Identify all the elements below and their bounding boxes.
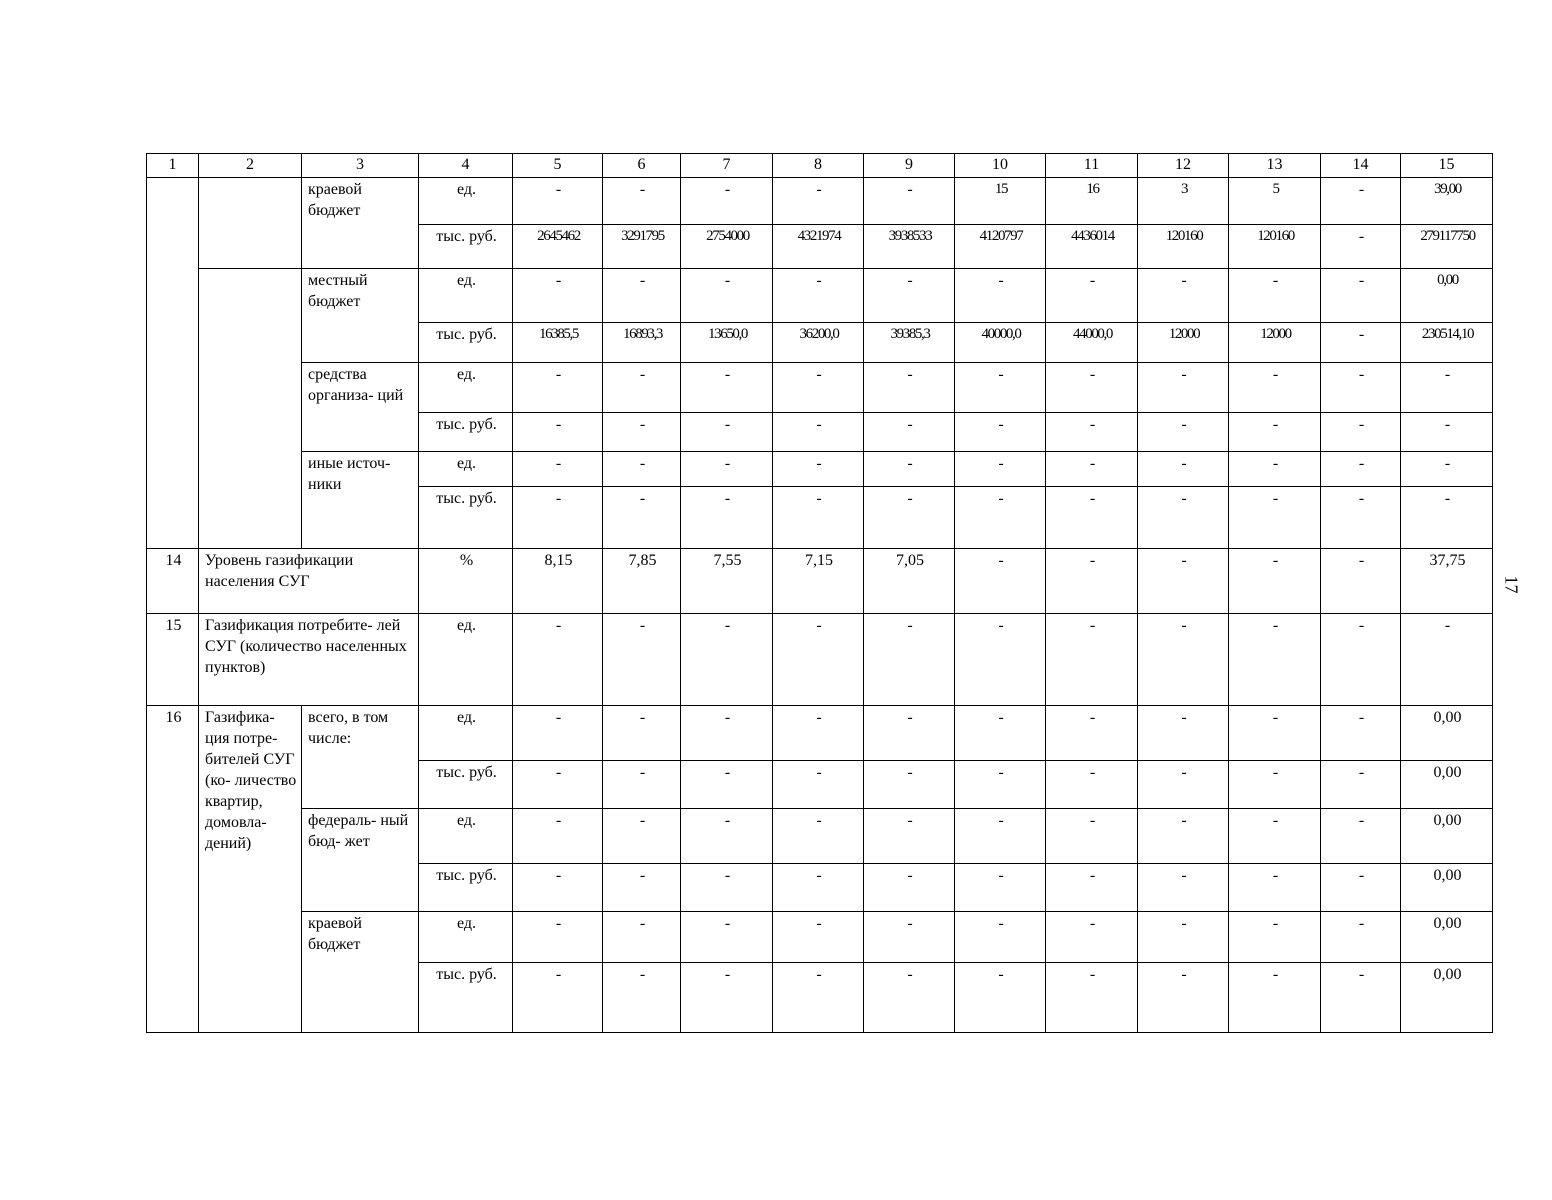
value-cell: - — [1321, 413, 1401, 452]
total-cell: 0,00 — [1401, 963, 1493, 1033]
col-number: 13 — [1229, 154, 1321, 178]
value-cell: 7,85 — [603, 549, 681, 614]
value-cell: - — [1229, 413, 1321, 452]
value-cell: - — [1321, 912, 1401, 963]
value-cell: - — [1138, 761, 1229, 809]
value-cell: 8,15 — [513, 549, 603, 614]
col-number: 9 — [864, 154, 955, 178]
value-cell: 36200,0 — [773, 323, 864, 363]
value-cell: - — [1229, 452, 1321, 487]
value-cell: - — [513, 761, 603, 809]
value-cell: - — [773, 614, 864, 706]
value-cell: 3291795 — [603, 225, 681, 269]
total-cell: 0,00 — [1401, 761, 1493, 809]
col-number: 15 — [1401, 154, 1493, 178]
value-cell: - — [1321, 809, 1401, 864]
value-cell: 15 — [955, 178, 1046, 225]
value-cell: 7,15 — [773, 549, 864, 614]
value-cell: - — [955, 363, 1046, 413]
value-cell: - — [1138, 864, 1229, 912]
value-cell: - — [773, 487, 864, 549]
value-cell: - — [1321, 614, 1401, 706]
total-cell: 39,00 — [1401, 178, 1493, 225]
unit-cell: ед. — [419, 452, 513, 487]
unit-cell: тыс. руб. — [419, 323, 513, 363]
value-cell: 4120797 — [955, 225, 1046, 269]
value-cell: - — [1046, 614, 1138, 706]
value-cell: - — [1138, 912, 1229, 963]
value-cell: - — [681, 706, 773, 761]
value-cell: - — [513, 363, 603, 413]
total-cell: 0,00 — [1401, 706, 1493, 761]
value-cell: - — [773, 963, 864, 1033]
table-row — [147, 706, 1493, 761]
value-cell: - — [1229, 363, 1321, 413]
unit-cell: тыс. руб. — [419, 963, 513, 1033]
value-cell: 3938533 — [864, 225, 955, 269]
value-cell: 39385,3 — [864, 323, 955, 363]
col-number: 1 — [147, 154, 199, 178]
value-cell: - — [681, 809, 773, 864]
total-cell: - — [1401, 413, 1493, 452]
page-number: 17 — [1501, 575, 1522, 594]
unit-cell: тыс. руб. — [419, 864, 513, 912]
value-cell: - — [603, 809, 681, 864]
value-cell: - — [864, 413, 955, 452]
col-number: 2 — [199, 154, 302, 178]
value-cell: - — [1046, 549, 1138, 614]
value-cell: - — [864, 178, 955, 225]
value-cell: - — [603, 706, 681, 761]
unit-cell: тыс. руб. — [419, 413, 513, 452]
unit-cell: ед. — [419, 809, 513, 864]
row-label: Газифика- ция потре- бителей СУГ (ко- личество квартир, домовла- дений) — [199, 706, 302, 1033]
value-cell: - — [955, 963, 1046, 1033]
value-cell: - — [1321, 706, 1401, 761]
value-cell: - — [1138, 487, 1229, 549]
value-cell: - — [864, 269, 955, 323]
value-cell: - — [603, 912, 681, 963]
empty-cell — [199, 178, 302, 269]
total-cell: 279117750 — [1401, 225, 1493, 269]
value-cell: - — [1321, 549, 1401, 614]
value-cell: - — [681, 413, 773, 452]
value-cell: - — [513, 487, 603, 549]
value-cell: 13650,0 — [681, 323, 773, 363]
value-cell: - — [603, 963, 681, 1033]
value-cell: - — [1046, 452, 1138, 487]
value-cell: - — [513, 452, 603, 487]
table-row — [147, 452, 1493, 487]
table-row — [147, 178, 1493, 225]
value-cell: - — [681, 912, 773, 963]
source-label: всего, в том числе: — [302, 706, 419, 809]
unit-cell: ед. — [419, 912, 513, 963]
value-cell: - — [681, 761, 773, 809]
value-cell: - — [681, 178, 773, 225]
value-cell: - — [955, 706, 1046, 761]
table-row — [147, 809, 1493, 864]
value-cell: - — [1046, 761, 1138, 809]
value-cell: - — [603, 614, 681, 706]
value-cell: - — [864, 614, 955, 706]
table-row — [147, 912, 1493, 963]
total-cell: 0,00 — [1401, 864, 1493, 912]
value-cell: - — [1321, 864, 1401, 912]
value-cell: 16 — [1046, 178, 1138, 225]
value-cell: 7,05 — [864, 549, 955, 614]
value-cell: - — [864, 452, 955, 487]
total-cell: - — [1401, 452, 1493, 487]
value-cell: 120160 — [1229, 225, 1321, 269]
source-label: федераль- ный бюд- жет — [302, 809, 419, 912]
unit-cell: тыс. руб. — [419, 487, 513, 549]
table-row — [147, 549, 1493, 614]
value-cell: - — [603, 269, 681, 323]
value-cell: 12000 — [1138, 323, 1229, 363]
col-number: 6 — [603, 154, 681, 178]
value-cell: - — [864, 963, 955, 1033]
value-cell: - — [773, 363, 864, 413]
value-cell: - — [955, 809, 1046, 864]
col-number: 8 — [773, 154, 864, 178]
value-cell: - — [681, 963, 773, 1033]
table-row — [147, 269, 1493, 323]
value-cell: - — [603, 487, 681, 549]
value-cell: - — [864, 706, 955, 761]
value-cell: - — [1046, 864, 1138, 912]
value-cell: 3 — [1138, 178, 1229, 225]
row-number: 15 — [147, 614, 199, 706]
source-label: средства организа- ций — [302, 363, 419, 452]
value-cell: - — [1138, 413, 1229, 452]
value-cell: - — [603, 413, 681, 452]
total-cell: - — [1401, 363, 1493, 413]
value-cell: - — [955, 269, 1046, 323]
value-cell: - — [513, 269, 603, 323]
value-cell: - — [773, 452, 864, 487]
value-cell: - — [603, 761, 681, 809]
value-cell: - — [1138, 963, 1229, 1033]
value-cell: - — [681, 452, 773, 487]
value-cell: - — [864, 363, 955, 413]
value-cell: - — [864, 912, 955, 963]
col-number: 7 — [681, 154, 773, 178]
value-cell: - — [1229, 912, 1321, 963]
unit-cell: ед. — [419, 269, 513, 323]
value-cell: - — [603, 178, 681, 225]
col-number: 4 — [419, 154, 513, 178]
value-cell: 5 — [1229, 178, 1321, 225]
value-cell: - — [864, 761, 955, 809]
value-cell: - — [773, 413, 864, 452]
value-cell: - — [773, 706, 864, 761]
value-cell: - — [603, 363, 681, 413]
value-cell: 16385,5 — [513, 323, 603, 363]
value-cell: - — [603, 452, 681, 487]
value-cell: - — [1321, 963, 1401, 1033]
row-label: Газификация потребите- лей СУГ (количество населенных пунктов) — [199, 614, 419, 706]
table-row — [147, 614, 1493, 706]
value-cell: - — [1138, 614, 1229, 706]
value-cell: 12000 — [1229, 323, 1321, 363]
value-cell: - — [513, 706, 603, 761]
value-cell: - — [1046, 912, 1138, 963]
value-cell: - — [1229, 963, 1321, 1033]
empty-cell — [199, 269, 302, 549]
value-cell: - — [955, 413, 1046, 452]
value-cell: - — [513, 912, 603, 963]
empty-cell — [147, 178, 199, 549]
value-cell: 2754000 — [681, 225, 773, 269]
value-cell: - — [513, 413, 603, 452]
value-cell: - — [681, 487, 773, 549]
value-cell: - — [1229, 549, 1321, 614]
value-cell: - — [1046, 706, 1138, 761]
value-cell: 2645462 — [513, 225, 603, 269]
value-cell: - — [1321, 363, 1401, 413]
source-label: иные источ- ники — [302, 452, 419, 549]
value-cell: 44000,0 — [1046, 323, 1138, 363]
total-cell: 37,75 — [1401, 549, 1493, 614]
unit-cell: % — [419, 549, 513, 614]
value-cell: - — [773, 178, 864, 225]
unit-cell: ед. — [419, 614, 513, 706]
col-number: 11 — [1046, 154, 1138, 178]
col-number: 3 — [302, 154, 419, 178]
value-cell: - — [864, 487, 955, 549]
total-cell: - — [1401, 487, 1493, 549]
row-label: Уровень газификации населения СУГ — [199, 549, 419, 614]
row-number: 14 — [147, 549, 199, 614]
value-cell: - — [1229, 761, 1321, 809]
value-cell: - — [603, 864, 681, 912]
value-cell: - — [1046, 487, 1138, 549]
value-cell: - — [1229, 614, 1321, 706]
total-cell: 0,00 — [1401, 912, 1493, 963]
col-number: 5 — [513, 154, 603, 178]
value-cell: - — [1321, 269, 1401, 323]
col-number: 14 — [1321, 154, 1401, 178]
value-cell: - — [1229, 864, 1321, 912]
value-cell: 120160 — [1138, 225, 1229, 269]
value-cell: - — [1229, 809, 1321, 864]
value-cell: - — [1138, 452, 1229, 487]
value-cell: - — [513, 963, 603, 1033]
value-cell: - — [1229, 706, 1321, 761]
value-cell: - — [1138, 269, 1229, 323]
value-cell: - — [513, 864, 603, 912]
total-cell: 0,00 — [1401, 269, 1493, 323]
value-cell: - — [773, 912, 864, 963]
value-cell: - — [1229, 269, 1321, 323]
row-number: 16 — [147, 706, 199, 1033]
value-cell: - — [1321, 761, 1401, 809]
value-cell: - — [1138, 549, 1229, 614]
value-cell: - — [864, 809, 955, 864]
value-cell: - — [1321, 323, 1401, 363]
value-cell: - — [1046, 809, 1138, 864]
value-cell: - — [681, 363, 773, 413]
value-cell: - — [681, 614, 773, 706]
source-label: местный бюджет — [302, 269, 419, 363]
value-cell: - — [773, 761, 864, 809]
table-row — [147, 363, 1493, 413]
value-cell: - — [955, 549, 1046, 614]
source-label: краевой бюджет — [302, 178, 419, 269]
value-cell: - — [513, 178, 603, 225]
value-cell: - — [955, 864, 1046, 912]
value-cell: - — [1321, 178, 1401, 225]
value-cell: - — [955, 614, 1046, 706]
unit-cell: ед. — [419, 363, 513, 413]
total-cell: - — [1401, 614, 1493, 706]
value-cell: - — [1046, 363, 1138, 413]
value-cell: - — [955, 452, 1046, 487]
value-cell: - — [955, 487, 1046, 549]
value-cell: - — [773, 269, 864, 323]
header-row — [147, 154, 1493, 178]
value-cell: - — [1321, 487, 1401, 549]
value-cell: - — [513, 809, 603, 864]
value-cell: - — [1046, 269, 1138, 323]
value-cell: - — [1138, 363, 1229, 413]
value-cell: 16893,3 — [603, 323, 681, 363]
col-number: 12 — [1138, 154, 1229, 178]
value-cell: - — [681, 864, 773, 912]
value-cell: 4321974 — [773, 225, 864, 269]
value-cell: 40000,0 — [955, 323, 1046, 363]
col-number: 10 — [955, 154, 1046, 178]
value-cell: - — [1046, 413, 1138, 452]
value-cell: - — [955, 761, 1046, 809]
unit-cell: тыс. руб. — [419, 225, 513, 269]
value-cell: - — [864, 864, 955, 912]
value-cell: 4436014 — [1046, 225, 1138, 269]
source-label: краевой бюджет — [302, 912, 419, 1033]
value-cell: - — [1138, 706, 1229, 761]
value-cell: - — [773, 864, 864, 912]
value-cell: - — [681, 269, 773, 323]
unit-cell: ед. — [419, 706, 513, 761]
unit-cell: тыс. руб. — [419, 761, 513, 809]
value-cell: - — [1046, 963, 1138, 1033]
value-cell: - — [955, 912, 1046, 963]
value-cell: - — [773, 809, 864, 864]
unit-cell: ед. — [419, 178, 513, 225]
value-cell: 7,55 — [681, 549, 773, 614]
total-cell: 0,00 — [1401, 809, 1493, 864]
value-cell: - — [1321, 225, 1401, 269]
value-cell: - — [1321, 452, 1401, 487]
value-cell: - — [513, 614, 603, 706]
data-table — [146, 153, 1493, 1033]
total-cell: 230514,10 — [1401, 323, 1493, 363]
value-cell: - — [1138, 809, 1229, 864]
value-cell: - — [1229, 487, 1321, 549]
